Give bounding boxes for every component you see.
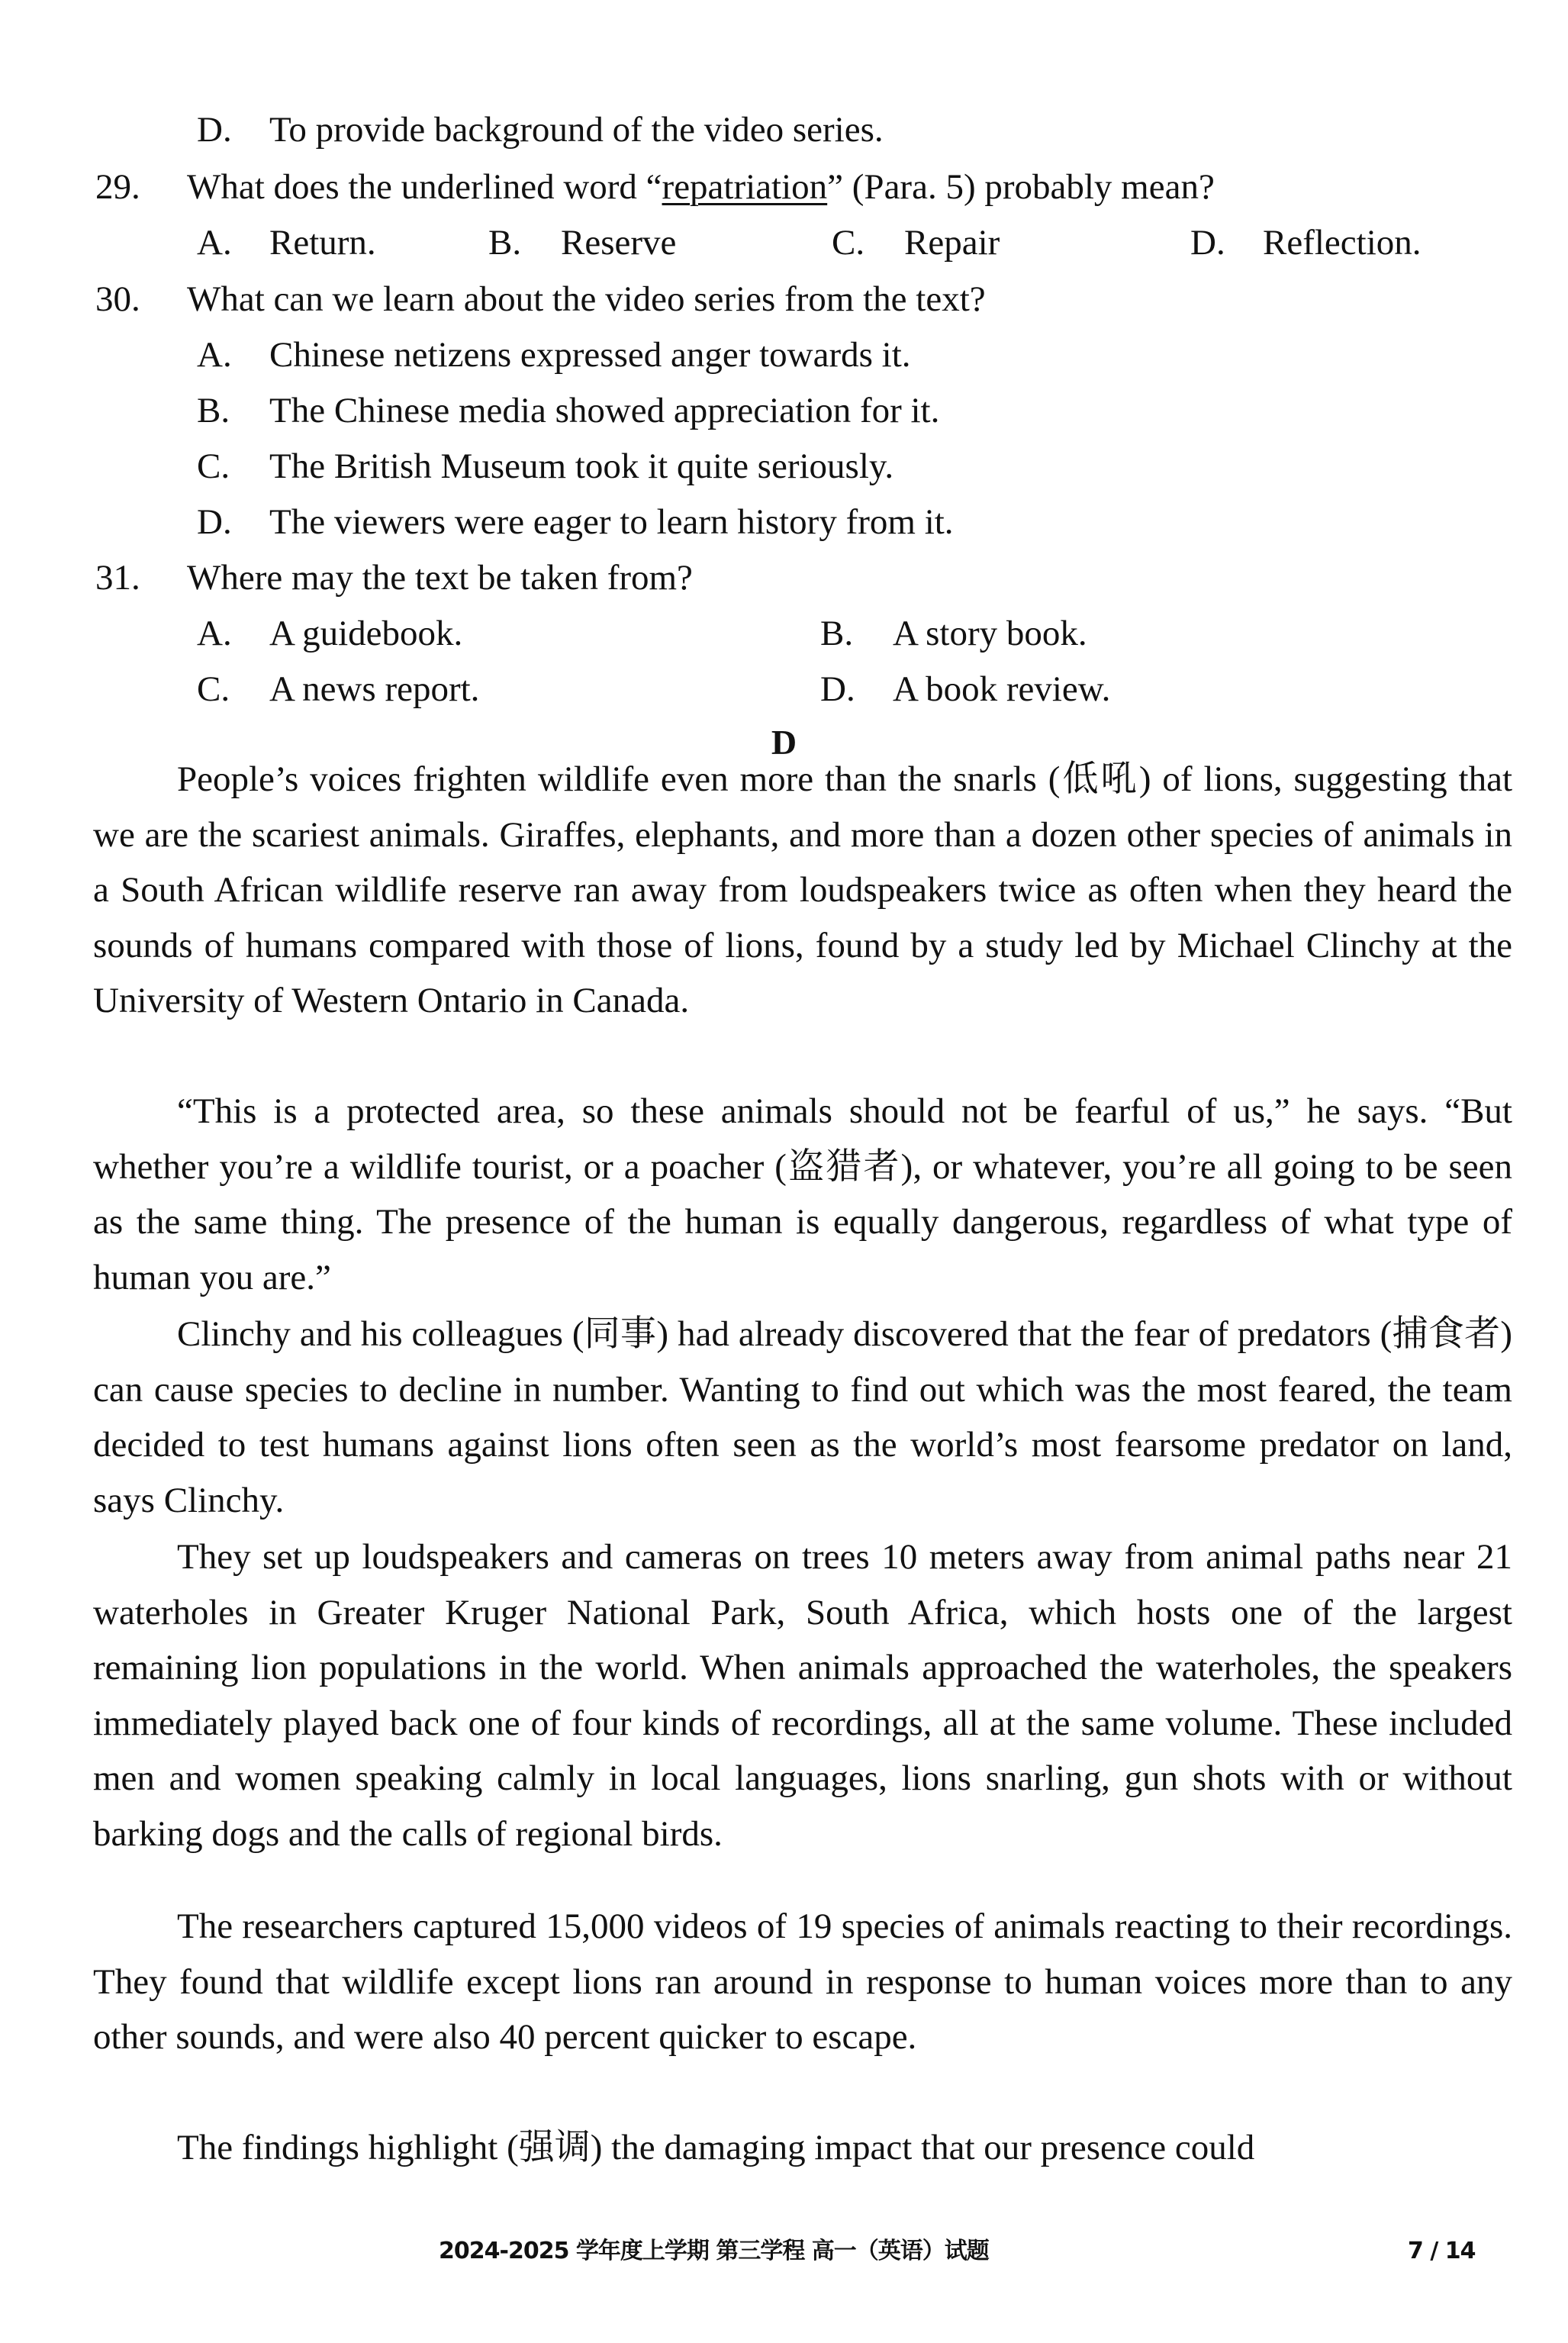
question-number: 29. — [95, 167, 140, 207]
underlined-word: repatriation — [662, 167, 828, 207]
option-letter: A. — [197, 614, 232, 653]
option-text: To provide background of the video series. — [269, 110, 884, 150]
option-a — [197, 220, 376, 266]
passage-paragraph-6: The findings highlight (强调) the damaging impact that our presence could — [177, 2128, 1255, 2167]
question-text-part: What does the underlined word “ — [187, 167, 662, 207]
passage-paragraph-2: “This is a protected area, so these animals should not be fearful of us,” he says. “But whether you’re a wildlife tourist, or a poacher (盗猎者), or whatever, you’re all going to be seen as the same thing. The presence of the human is equally dangerous, regardless of what type of human you are.” — [93, 1091, 1512, 1297]
option-text: Return. — [269, 223, 376, 263]
exam-title-footer: 2024-2025 学年度上学期 第三学程 高一（英语）试题 — [439, 2238, 989, 2264]
question-number: 31. — [95, 558, 140, 598]
option-d — [197, 499, 954, 545]
option-text: Reflection. — [1263, 223, 1422, 263]
option-letter: A. — [197, 223, 232, 263]
option-text: The British Museum took it quite seriously. — [269, 446, 894, 486]
option-letter: B. — [820, 614, 854, 653]
page-number: 7 / 14 — [1408, 2238, 1476, 2264]
option-b — [488, 220, 676, 266]
option-text: Reserve — [561, 223, 677, 263]
prev-option-d — [197, 107, 884, 153]
option-text: A book review. — [893, 669, 1111, 709]
question-text — [187, 164, 1215, 210]
option-letter: D. — [197, 110, 232, 150]
option-letter: D. — [1190, 223, 1225, 263]
option-text: Chinese netizens expressed anger towards it. — [269, 335, 911, 375]
option-letter: D. — [197, 502, 232, 542]
passage-paragraph-1: People’s voices frighten wildlife even more than the snarls (低吼) of lions, suggesting that we are the scariest animals. Giraffes, elephants, and more than a dozen other species of animals in a South African wildlife reserve ran away from loudspeakers twice as often when they heard the sounds of humans compared with those of lions, found by a study led by Michael Clinchy at the University of Western Ontario in Canada. — [93, 759, 1512, 1020]
question-text: What can we learn about the video series from the text? — [187, 279, 986, 319]
option-text: The Chinese media showed appreciation for it. — [269, 391, 940, 430]
option-c — [197, 666, 479, 712]
option-d — [820, 666, 1110, 712]
option-b — [820, 611, 1087, 656]
option-c — [832, 220, 1000, 266]
passage-paragraph-4: They set up loudspeakers and cameras on trees 10 meters away from animal paths near 21 waterholes in Greater Kruger National Park, South Africa, which hosts one of the largest remaining lion populations in the world. When animals approached the waterholes, the speakers immediately played back one of four kinds of recordings, all at the same volume. These included men and women speaking calmly in local languages, lions snarling, gun shots with or without barking dogs and the calls of regional birds. — [93, 1537, 1512, 1854]
option-text: A news report. — [269, 669, 480, 709]
option-letter: B. — [197, 391, 230, 430]
question-text-part: ” (Para. 5) probably mean? — [827, 167, 1215, 207]
option-a — [197, 611, 462, 656]
passage-title: D — [771, 723, 797, 762]
passage-paragraph-5: The researchers captured 15,000 videos of 19 species of animals reacting to their recordings. They found that wildlife except lions ran around in response to human voices more than to any other sounds, and were also 40 percent quicker to escape. — [93, 1906, 1512, 2057]
passage-paragraph-3: Clinchy and his colleagues (同事) had already discovered that the fear of predators (捕食者) can cause species to decline in number. Wanting to find out which was the most feared, the team decided to test humans against lions often seen as the world’s most fearsome predator on land, says Clinchy. — [93, 1314, 1512, 1520]
option-text: A story book. — [893, 614, 1087, 653]
question-number: 30. — [95, 279, 140, 319]
option-a — [197, 332, 911, 378]
question-text: Where may the text be taken from? — [187, 558, 693, 598]
option-letter: C. — [197, 669, 230, 709]
option-letter: C. — [197, 446, 230, 486]
option-letter: A. — [197, 335, 232, 375]
option-text: The viewers were eager to learn history from it. — [269, 502, 954, 542]
option-text: A guidebook. — [269, 614, 463, 653]
option-letter: C. — [832, 223, 865, 263]
option-letter: D. — [820, 669, 855, 709]
option-d — [1190, 220, 1422, 266]
option-letter: B. — [488, 223, 522, 263]
option-b — [197, 388, 939, 433]
option-text: Repair — [904, 223, 1000, 263]
option-c — [197, 443, 893, 489]
